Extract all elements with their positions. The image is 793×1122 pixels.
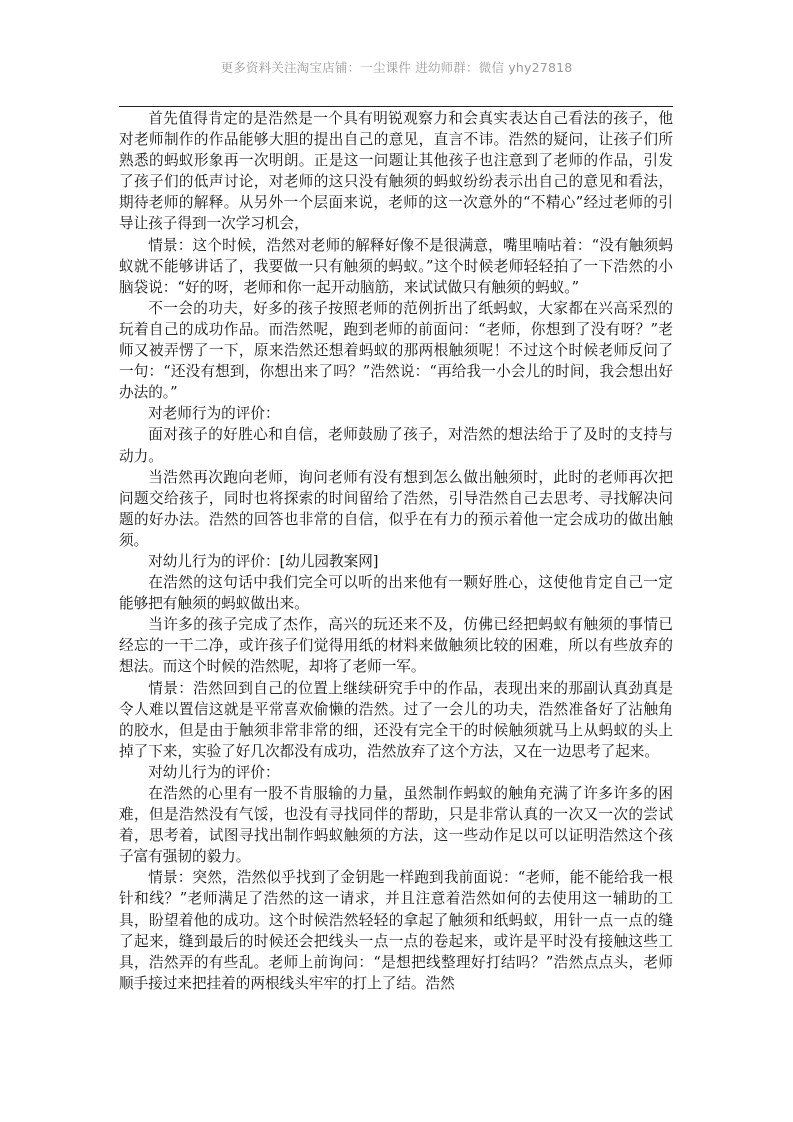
section-heading-child-evaluation-1: 对幼儿行为的评价：[幼儿园教案网]: [148, 552, 379, 570]
paragraph-13: 情景：突然，浩然似乎找到了金钥匙一样跑到我前面说：“老师，能不能给我一根针和线？”老师满足了浩然的这一请求，并且注意着浩然如何的去使用这一辅助的工具，盼望着他的成功。这个时候浩然轻轻的拿起了触须和纸蚂蚁，用针一点一点的缝了起来，缝到最后的时候还会把线头一点一点的卷起来，或许是平时没有接触这些工具，浩然弄的有些乱。老师上前询问：“是想把线整理好打结吗？”浩然点点头，老师顺手接过来把挂着的两根线头牢牢的打上了结。浩然: [119, 869, 673, 992]
page-header-watermark: 更多资料关注淘宝店铺：一尘课件 进幼师群：微信 yhy27818: [220, 60, 573, 75]
paragraph-12: 在浩然的心里有一股不肯服输的力量，虽然制作蚂蚁的触角充满了许多许多的困难，但是浩然没有气馁，也没有寻找同伴的帮助，只是非常认真的一次又一次的尝试着，思考着，试图寻找出制作蚂蚁触须的方法，这一些动作足以可以证明浩然这个孩子富有强韧的毅力。: [119, 785, 673, 866]
paragraph-6: 当浩然再次跑向老师，询问老师有没有想到怎么做出触须时，此时的老师再次把问题交给孩子，同时也将探索的时间留给了浩然，引导浩然自己去思考、寻找解决问题的好办法。浩然的回答也非常的自信，似乎在有力的预示着他一定会成功的做出触须。: [119, 468, 673, 549]
paragraph-1: 首先值得肯定的是浩然是一个具有明锐观察力和会真实表达自己看法的孩子，他对老师制作的作品能够大胆的提出自己的意见，直言不讳。浩然的疑问，让孩子们所熟悉的蚂蚁形象再一次明朗。正是这一问题让其他孩子也注意到了老师的作品，引发了孩子们的低声讨论，对老师的这只没有触须的蚂蚁纷纷表示出自己的意见和看法，期待老师的解释。从另外一个层面来说，老师的这一次意外的“不精心”经过老师的引导让孩子得到一次学习机会，: [119, 110, 673, 233]
document-body: [119, 108, 673, 994]
paragraph-5: 面对孩子的好胜心和自信，老师鼓励了孩子，对浩然的想法给于了及时的支持与动力。: [119, 426, 673, 465]
paragraph-10: 情景：浩然回到自己的位置上继续研究手中的作品，表现出来的那副认真劲真是令人难以置信这就是平常喜欢偷懒的浩然。过了一会儿的功夫，浩然准备好了沾触角的胶水，但是由于触须非常非常的细，还没有完全干的时候触须就马上从蚂蚁的头上掉了下来，实验了好几次都没有成功，浩然放弃了这个方法，又在一边思考了起来。: [119, 679, 673, 760]
paragraph-2: 情景：这个时候，浩然对老师的解释好像不是很满意，嘴里喃咕着：“没有触须蚂蚁就不能够讲话了，我要做一只有触须的蚂蚁。”这个时候老师轻轻拍了一下浩然的小脑袋说：“好的呀，老师和你一起开动脑筋，来试试做只有触须的蚂蚁。”: [119, 236, 673, 296]
paragraph-9: 当许多的孩子完成了杰作，高兴的玩还来不及，仿佛已经把蚂蚁有触须的事情已经忘的一干二净，或许孩子们觉得用纸的材料来做触须比较的困难，所以有些放弃的想法。而这个时候的浩然呢，却将了老师一军。: [119, 616, 673, 676]
paragraph-8: 在浩然的这句话中我们完全可以听的出来他有一颗好胜心，这使他肯定自己一定能够把有触须的蚂蚁做出来。: [119, 574, 673, 613]
section-heading-teacher-evaluation: 对老师行为的评价：: [148, 405, 280, 423]
section-heading-child-evaluation-2: 对幼儿行为的评价：: [148, 763, 280, 781]
header-rule: [119, 106, 673, 107]
paragraph-3: 不一会的功夫，好多的孩子按照老师的范例折出了纸蚂蚁，大家都在兴高采烈的玩着自己的成功作品。而浩然呢，跑到老师的前面问：“老师，你想到了没有呀？”老师又被弄愣了一下，原来浩然还想着蚂蚁的那两根触须呢！不过这个时候老师反问了一句：“还没有想到，你想出来了吗？”浩然说：“再给我一小会儿的时间，我会想出好办法的。”: [119, 299, 673, 402]
